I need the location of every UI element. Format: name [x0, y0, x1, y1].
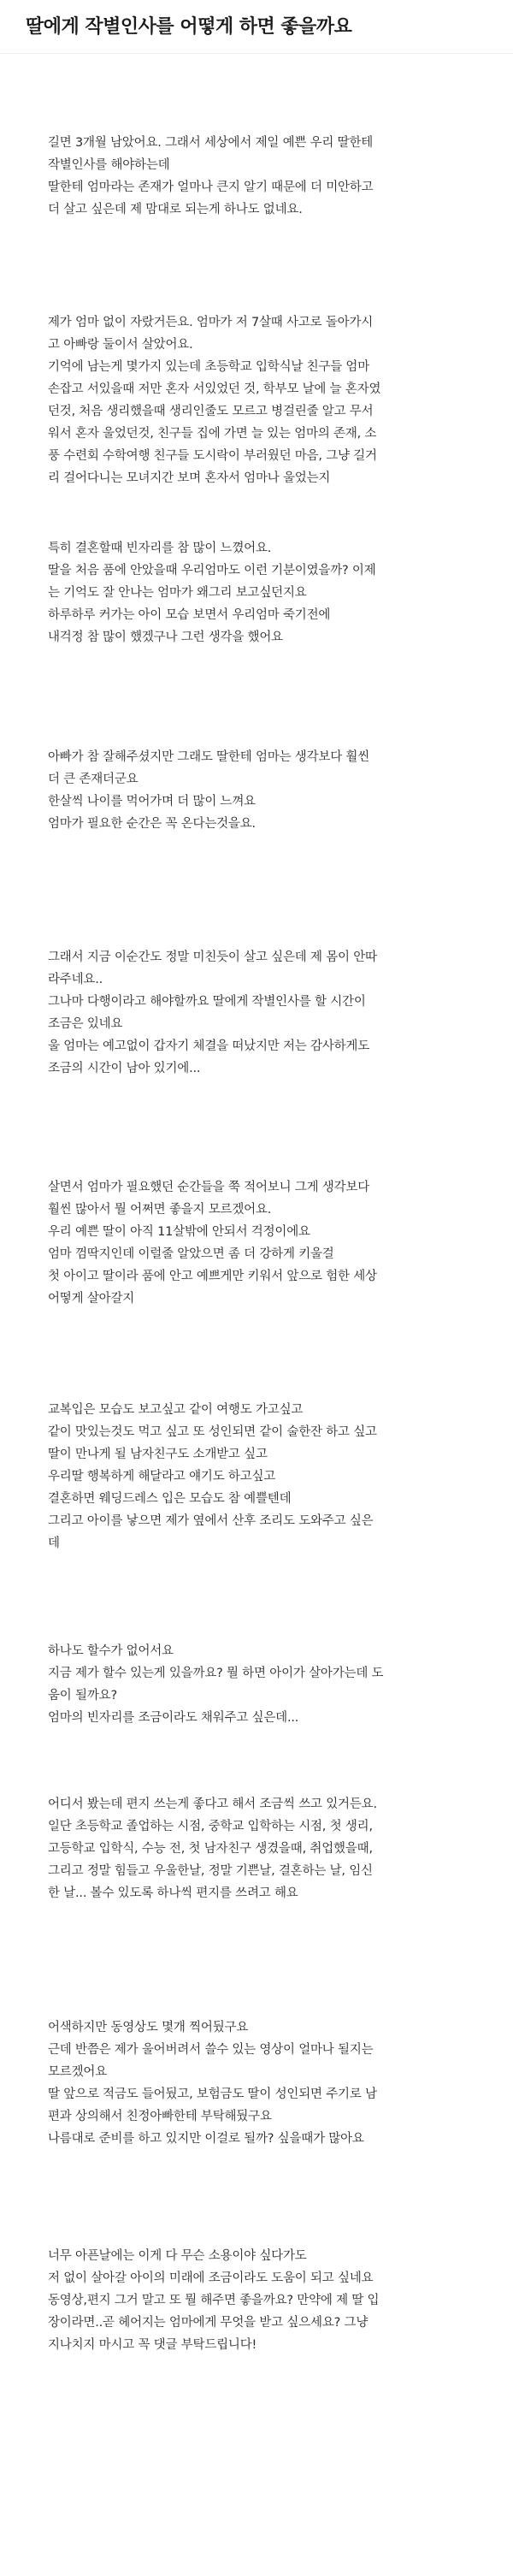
paragraph-line: 교복입은 모습도 보고싶고 같이 여행도 가고싶고	[48, 1403, 304, 1417]
paragraph-line: 장이라면..곧 헤어지는 엄마에게 무엇을 받고 싶으세요? 그냥	[48, 2316, 369, 2330]
paragraph-line: 작별인사를 해야하는데	[48, 158, 170, 172]
paragraph-line: 던것, 처음 생리했을때 생리인줄도 모르고 병걸린줄 알고 무서	[48, 405, 374, 418]
post-paragraph	[48, 132, 492, 221]
paragraph-line: 길면 3개월 남았어요. 그래서 세상에서 제일 예쁜 우리 딸한테	[48, 136, 374, 150]
paragraph-line: 엄마의 빈자리를 조금이라도 채워주고 싶은데...	[48, 1711, 299, 1725]
paragraph-line: 그나마 다행이라고 해야할까요 딸에게 작별인사를 할 시간이	[48, 995, 366, 1009]
paragraph-line: 어디서 봤는데 편지 쓰는게 좋다고 해서 조금씩 쓰고 있거든요.	[48, 1797, 377, 1811]
paragraph-line: 딸 앞으로 적금도 들어뒀고, 보험금도 딸이 성인되면 주기로 남	[48, 2087, 377, 2101]
paragraph-line: 동영상,편지 그거 말고 또 뭘 해주면 좋을까요? 만약에 제 딸 입	[48, 2294, 380, 2307]
paragraph-line: 고등학교 입학식, 수능 전, 첫 남자친구 생겼을때, 취업했을때,	[48, 1842, 373, 1856]
paragraph-line: 울 엄마는 예고없이 갑자기 체결을 떠났지만 저는 감사하게도	[48, 1039, 370, 1053]
paragraph-line: 어떻게 살아갈지	[48, 1292, 135, 1306]
paragraph-line: 딸이 만나게 될 남자친구도 소개받고 싶고	[48, 1448, 268, 1461]
paragraph-line: 모르겠어요	[48, 2065, 108, 2079]
paragraph-line: 그래서 지금 이순간도 정말 미친듯이 살고 싶은데 제 몸이 안따	[48, 950, 377, 964]
paragraph-line: 고 아빠랑 둘이서 살았어요.	[48, 338, 193, 352]
paragraph-line: 한 날... 볼수 있도록 하나씩 편지를 쓰려고 해요	[48, 1886, 298, 1900]
paragraph-line: 일단 초등학교 졸업하는 시점, 중학교 입학하는 시점, 첫 생리,	[48, 1820, 373, 1833]
post-paragraph	[48, 746, 492, 835]
paragraph-line: 살면서 엄마가 필요했던 순간들을 쭉 적어보니 그게 생각보다	[48, 1181, 370, 1194]
paragraph-line: 하나도 할수가 없어서요	[48, 1644, 174, 1658]
paragraph-line: 조금의 시간이 남아 있기에...	[48, 1062, 201, 1075]
post-paragraph	[48, 2016, 492, 2150]
paragraph-line: 아빠가 참 잘해주셨지만 그래도 딸한테 엄마는 생각보다 훨씬	[48, 750, 370, 764]
post-paragraph	[48, 1399, 492, 1554]
paragraph-line: 너무 아픈날에는 이게 다 무슨 소용이야 싶다가도	[48, 2249, 307, 2263]
paragraph-line: 결혼하면 웨딩드레스 입은 모습도 참 예쁠텐데	[48, 1492, 292, 1506]
paragraph-line: 특히 결혼할때 빈자리를 참 많이 느꼈어요.	[48, 542, 272, 555]
paragraph-line: 나름대로 준비를 하고 있지만 이걸로 될까? 싶을때가 많아요	[48, 2132, 364, 2146]
paragraph-line: 풍 수련회 수학여행 친구들 도시락이 부러웠던 마음, 그냥 길거	[48, 449, 377, 463]
paragraph-line: 딸한테 엄마라는 존재가 얼마나 큰지 알기 때문에 더 미안하고	[48, 181, 374, 194]
paragraph-line: 더 살고 싶은데 제 맘대로 되는게 하나도 없네요.	[48, 203, 303, 216]
paragraph-line: 라주네요..	[48, 973, 103, 986]
paragraph-line: 우리 예쁜 딸이 아직 11살밖에 안되서 걱정이에요	[48, 1225, 310, 1239]
paragraph-line: 지나치지 마시고 꼭 댓글 부탁드립니다!	[48, 2338, 257, 2352]
paragraph-line: 우리딸 행복하게 해달라고 얘기도 하고싶고	[48, 1470, 276, 1483]
paragraph-line: 기억에 남는게 몇가지 있는데 초등학교 입학식날 친구들 엄마	[48, 360, 370, 374]
paragraph-line: 훨씬 많아서 뭘 어쩌면 좋을지 모르겠어요.	[48, 1203, 272, 1217]
paragraph-line: 첫 아이고 딸이라 품에 안고 예쁘게만 키워서 앞으로 험한 세상	[48, 1270, 377, 1283]
post-paragraph	[48, 2245, 492, 2356]
title-divider	[0, 53, 513, 54]
paragraph-line: 제가 엄마 없이 자랐거든요. 엄마가 저 7살때 사고로 돌아가시	[48, 316, 374, 329]
paragraph-line: 더 큰 존재더군요	[48, 773, 139, 786]
paragraph-line: 저 없이 살아갈 아이의 미래에 조금이라도 도움이 되고 싶네요	[48, 2271, 374, 2285]
paragraph-line: 리 걸어다니는 모녀지간 보며 혼자서 엄마나 울었는지	[48, 471, 331, 485]
paragraph-line: 같이 맛있는것도 먹고 싶고 또 성인되면 같이 술한잔 하고 싶고	[48, 1425, 377, 1439]
post-paragraph	[48, 537, 492, 648]
post-title: 딸에게 작별인사를 어떻게 하면 좋을까요	[26, 16, 352, 38]
paragraph-line: 엄마 껌딱지인데 이럴줄 알았으면 좀 더 강하게 키울걸	[48, 1247, 334, 1261]
paragraph-line: 근데 반쯤은 제가 울어버려서 쓸수 있는 영상이 얼마나 될지는	[48, 2043, 374, 2057]
paragraph-line: 딸을 처음 품에 안았을때 우리엄마도 이런 기분이였을까? 이제	[48, 564, 376, 577]
paragraph-line: 데	[48, 1537, 60, 1550]
paragraph-line: 내걱정 참 많이 했겠구나 그런 생각을 했어요	[48, 631, 283, 644]
paragraph-line: 손잡고 서있을때 저만 혼자 서있었던 것, 학부모 날에 늘 혼자였	[48, 382, 381, 396]
paragraph-line: 그리고 정말 힘들고 우울한날, 정말 기쁜날, 결혼하는 날, 임신	[48, 1864, 373, 1878]
paragraph-line: 엄마가 필요한 순간은 꼭 온다는것을요.	[48, 817, 256, 831]
paragraph-line: 움이 될까요?	[48, 1689, 117, 1703]
paragraph-line: 는 기억도 잘 안나는 엄마가 왜그리 보고싶던지요	[48, 586, 307, 600]
post-paragraph	[48, 1640, 492, 1729]
post-paragraph	[48, 1793, 492, 1904]
paragraph-line: 하루하루 커가는 아이 모습 보면서 우리엄마 죽기전에	[48, 608, 331, 622]
paragraph-line: 어색하지만 동영상도 몇개 찍어뒀구요	[48, 2021, 249, 2034]
paragraph-line: 워서 혼자 울었던것, 친구들 집에 가면 늘 있는 엄마의 존재, 소	[48, 427, 377, 441]
post-paragraph	[48, 1176, 492, 1310]
paragraph-line: 지금 제가 할수 있는게 있을까요? 뭘 하면 아이가 살아가는데 도	[48, 1667, 384, 1680]
post-paragraph	[48, 311, 492, 489]
post-paragraph	[48, 946, 492, 1080]
paragraph-line: 한살씩 나이를 먹어가며 더 많이 느껴요	[48, 795, 256, 808]
paragraph-line: 그리고 아이를 낳으면 제가 옆에서 산후 조리도 도와주고 싶은	[48, 1514, 374, 1528]
paragraph-line: 편과 상의해서 친정아빠한테 부탁해뒀구요	[48, 2110, 272, 2123]
paragraph-line: 조금은 있네요	[48, 1017, 123, 1031]
